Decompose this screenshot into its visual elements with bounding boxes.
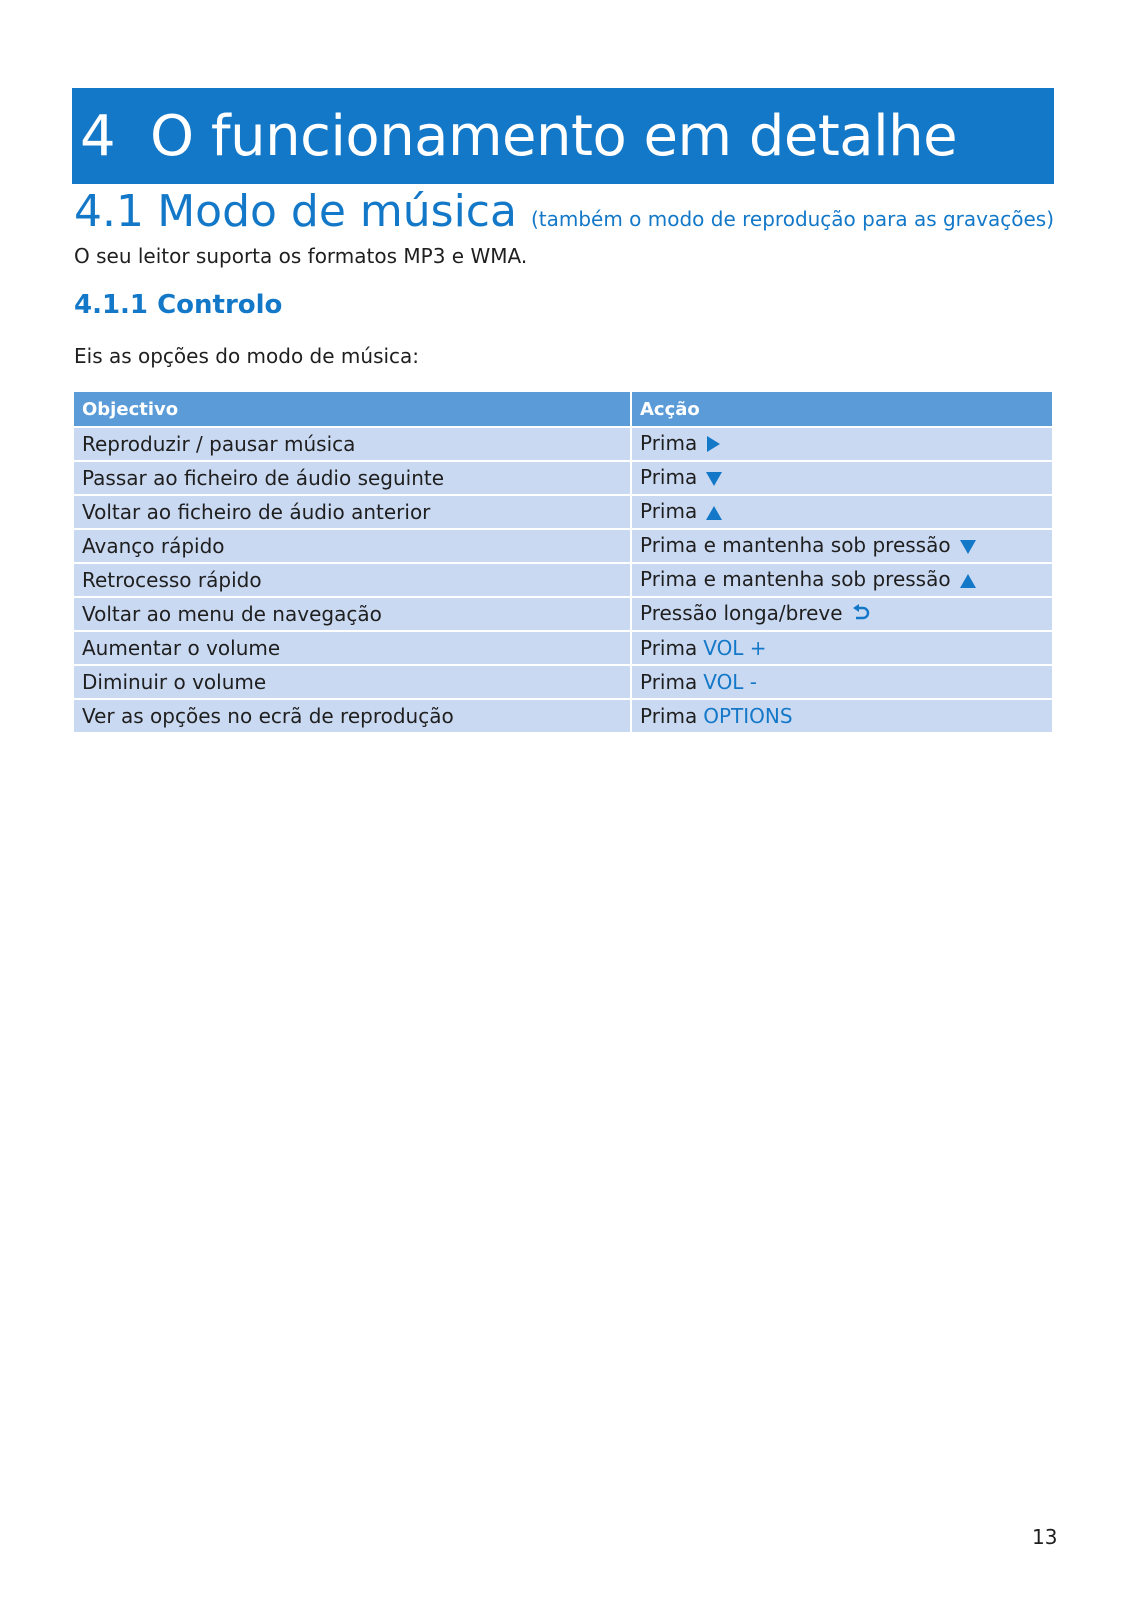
chapter-number: 4 [80, 103, 116, 169]
table-row [74, 699, 1053, 732]
action-text: Prima e mantenha sob pressão [640, 532, 951, 557]
action-text: Pressão longa/breve [640, 600, 843, 625]
action-cell [631, 495, 1053, 529]
goal-cell: Voltar ao menu de navegação [74, 597, 631, 631]
goal-cell: Retrocesso rápido [74, 563, 631, 597]
action-cell [631, 665, 1053, 699]
action-cell [631, 699, 1053, 732]
table-row [74, 461, 1053, 495]
key-label: VOL + [703, 636, 767, 660]
table-row [74, 427, 1053, 461]
goal-cell: Reproduzir / pausar música [74, 427, 631, 461]
section-subtitle: (também o modo de reprodução para as gravações) [530, 207, 1054, 231]
goal-cell: Avanço rápido [74, 529, 631, 563]
action-cell [631, 427, 1053, 461]
down-arrow-icon [705, 468, 723, 492]
action-cell [631, 563, 1053, 597]
controls-table [74, 392, 1054, 732]
goal-cell: Diminuir o volume [74, 665, 631, 699]
action-cell [631, 631, 1053, 665]
goal-cell: Voltar ao ficheiro de áudio anterior [74, 495, 631, 529]
action-text: Prima e mantenha sob pressão [640, 566, 951, 591]
action-text: Prima [640, 704, 698, 728]
action-text: Prima [640, 430, 698, 455]
down-arrow-icon [959, 536, 977, 560]
action-cell [631, 529, 1053, 563]
goal-cell: Aumentar o volume [74, 631, 631, 665]
section-title: Modo de música [157, 186, 517, 237]
table-row [74, 631, 1053, 665]
chapter-title: O funcionamento em detalhe [150, 103, 958, 169]
up-arrow-icon [705, 502, 723, 526]
intro-text: O seu leitor suporta os formatos MP3 e WMA. [74, 244, 528, 268]
action-text: Prima [640, 670, 698, 694]
play-icon [705, 434, 721, 458]
column-header-goal: Objectivo [74, 392, 631, 427]
up-arrow-icon [959, 570, 977, 594]
section-number: 4.1 [74, 186, 144, 237]
action-text: Prima [640, 636, 698, 660]
table-row [74, 563, 1053, 597]
action-cell [631, 461, 1053, 495]
column-header-action: Acção [631, 392, 1053, 427]
chapter-title-bar [72, 88, 1054, 184]
section-heading [74, 186, 1054, 237]
subsection-title: 4.1.1 Controlo [74, 290, 283, 320]
back-icon [851, 603, 871, 628]
key-label: VOL - [703, 670, 758, 694]
page-number: 13 [1032, 1525, 1058, 1549]
lead-text: Eis as opções do modo de música: [74, 344, 420, 368]
action-text: Prima [640, 464, 698, 489]
table-row [74, 529, 1053, 563]
action-cell [631, 597, 1053, 631]
goal-cell: Ver as opções no ecrã de reprodução [74, 699, 631, 732]
key-label: OPTIONS [703, 704, 793, 728]
table-row [74, 597, 1053, 631]
table-header-row [74, 392, 1053, 427]
goal-cell: Passar ao ficheiro de áudio seguinte [74, 461, 631, 495]
table-row [74, 495, 1053, 529]
table-row [74, 665, 1053, 699]
action-text: Prima [640, 498, 698, 523]
